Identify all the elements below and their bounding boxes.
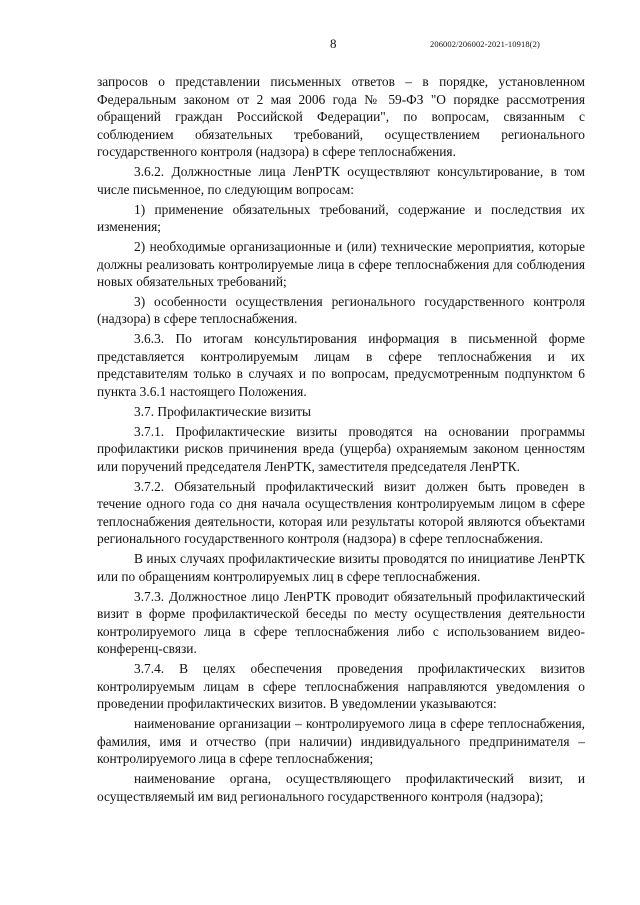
paragraph: наименование организации – контролируемого лица в сфере теплоснабжения, фамилия, имя и отчество (при наличии) индивидуального предпринимателя – контролируемого лица в сфере теплоснабжения; xyxy=(97,716,585,767)
paragraph: 3.6.2. Должностные лица ЛенРТК осуществляют консультирование, в том числе письменное, по следующим вопросам: xyxy=(97,164,585,197)
paragraph: запросов о представлении письменных ответов – в порядке, установленном Федеральным законом от 2 мая 2006 года № 59-ФЗ "О порядке рассмотрения обращений граждан Российской Федерации", по вопросам, связанным с соблюдением обязательных требований, осуществлением регионального государственного контроля (надзора) в сфере теплоснабжения. xyxy=(97,74,585,160)
paragraph: 3) особенности осуществления регионального государственного контроля (надзора) в сфере теплоснабжения. xyxy=(97,293,585,327)
paragraph: наименование органа, осуществляющего профилактический визит, и осуществляемый им вид регионального государственного контроля (надзора); xyxy=(97,771,585,804)
paragraph: 3.7.1. Профилактические визиты проводятся на основании программы профилактики рисков причинения вреда (ущерба) охраняемым законом ценностям или поручений председателя ЛенРТК, заместителя председателя ЛенРТК. xyxy=(97,423,585,474)
paragraph: 3.7.2. Обязательный профилактический визит должен быть проведен в течение одного года со дня начала осуществления контролируемым лицом в сфере теплоснабжения деятельности, которая или результаты которой являются объектами регионального государственного контроля (надзора) в сфере теплоснабжения. xyxy=(97,478,585,547)
paragraph: 3.7.3. Должностное лицо ЛенРТК проводит обязательный профилактический визит в форме профилактической беседы по месту осуществления деятельности контролируемого лица в сфере теплоснабжения либо с использованием видео-конференц-связи. xyxy=(97,588,585,657)
document-body xyxy=(97,73,585,807)
paragraph: В иных случаях профилактические визиты проводятся по инициативе ЛенРТК или по обращениям контролируемых лиц в сфере теплоснабжения. xyxy=(97,551,585,584)
paragraph: 2) необходимые организационные и (или) технические мероприятия, которые должны реализовать контролируемые лица в сфере теплоснабжения для соблюдения новых обязательных требований; xyxy=(97,238,585,290)
page-number: 8 xyxy=(330,36,337,51)
paragraph: 1) применение обязательных требований, содержание и последствия их изменения; xyxy=(97,201,585,235)
paragraph: 3.6.3. По итогам консультирования информация в письменной форме представляется контролируемым лицам в сфере теплоснабжения и их представителям только в случаях и по вопросам, предусмотренным подпунктом 6 пункта 3.6.1 настоящего Положения. xyxy=(97,331,585,400)
paragraph: 3.7.4. В целях обеспечения проведения профилактических визитов контролируемым лицам в сфере теплоснабжения направляются уведомления о проведении профилактических визитов. В уведомлении указываются: xyxy=(97,661,585,712)
section-heading: 3.7. Профилактические визиты xyxy=(134,403,312,419)
document-code: 206002/206002-2021-10918(2) xyxy=(430,39,540,49)
